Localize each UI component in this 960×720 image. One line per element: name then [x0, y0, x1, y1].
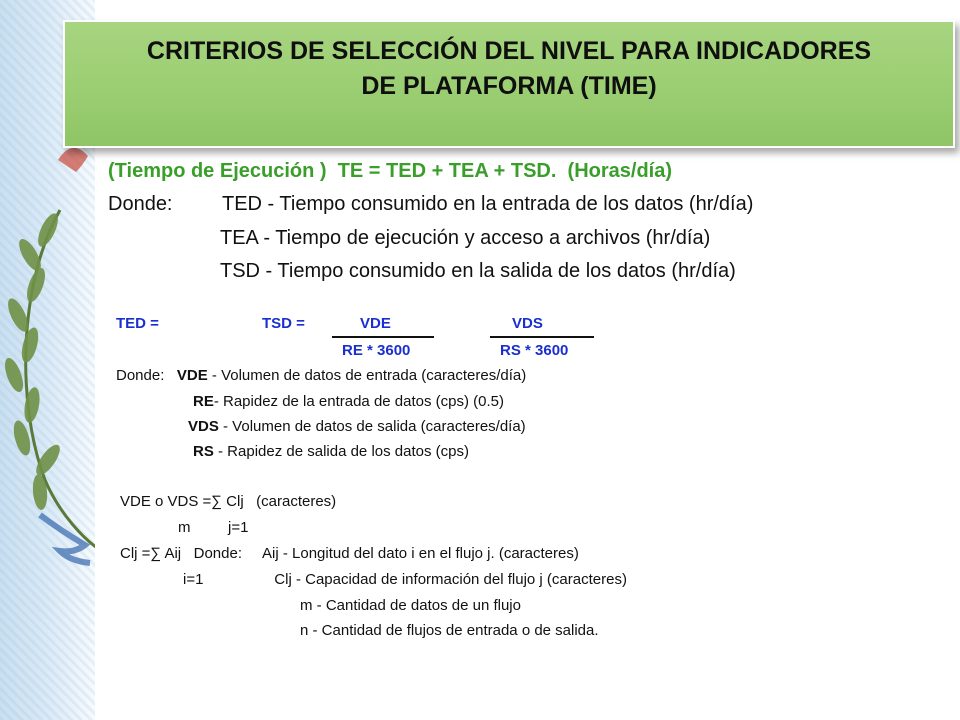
sum-clj: Clj =∑ Aij Donde: Aij - Longitud del dato i en el flujo j. (caracteres) [120, 545, 579, 562]
defs-donde: Donde: [116, 367, 165, 384]
tsd-fraction-bar [490, 336, 594, 338]
title-line-1: CRITERIOS DE SELECCIÓN DEL NIVEL PARA INDICADORES [146, 37, 872, 65]
rs-text: - Rapidez de salida de los datos (cps) [213, 443, 469, 460]
defs-row-re [193, 393, 504, 410]
tsd-eq-label: TSD = [262, 315, 305, 332]
vds-key: VDS [188, 418, 219, 435]
sum-vde-vds: VDE o VDS =∑ Clj (caracteres) [120, 493, 337, 510]
vds-text: - Volumen de datos de salida (caracteres/día) [218, 418, 526, 435]
rs-key: RS [193, 443, 214, 460]
defs-row-vds [188, 418, 526, 435]
donde-label: Donde: [108, 193, 173, 215]
ted-fraction-bar [332, 336, 434, 338]
def-n: n - Cantidad de flujos de entrada o de salida. [300, 622, 599, 639]
rs3600-denominator: RS * 3600 [500, 342, 569, 359]
te-formula: (Tiempo de Ejecución ) TE = TED + TEA + TSD. (Horas/día) [108, 160, 672, 182]
sum-limits-2: i=1 Clj - Capacidad de información del flujo j (caracteres) [183, 571, 627, 588]
vde-key: VDE [176, 367, 208, 384]
ted-definition: TED - Tiempo consumido en la entrada de los datos (hr/día) [222, 193, 754, 215]
def-m: m - Cantidad de datos de un flujo [300, 597, 521, 614]
vds-numerator: VDS [512, 315, 543, 332]
title-line-2: DE PLATAFORMA (TIME) [361, 72, 657, 100]
defs-row-rs [193, 443, 469, 460]
sum-limits-1: m j=1 [178, 519, 249, 536]
tsd-definition: TSD - Tiempo consumido en la salida de los datos (hr/día) [220, 260, 736, 282]
slide-title [63, 34, 955, 104]
re-key: RE [193, 393, 214, 410]
re-text: - Rapidez de la entrada de datos (cps) (0.5) [213, 393, 504, 410]
ted-eq-label: TED = [116, 315, 159, 332]
laurel-crest-icon [0, 120, 95, 580]
defs-row-vde [116, 367, 526, 384]
re3600-denominator: RE * 3600 [342, 342, 411, 359]
tea-definition: TEA - Tiempo de ejecución y acceso a archivos (hr/día) [220, 227, 711, 249]
vde-numerator: VDE [360, 315, 391, 332]
vde-text: - Volumen de datos de entrada (caracteres/día) [207, 367, 527, 384]
